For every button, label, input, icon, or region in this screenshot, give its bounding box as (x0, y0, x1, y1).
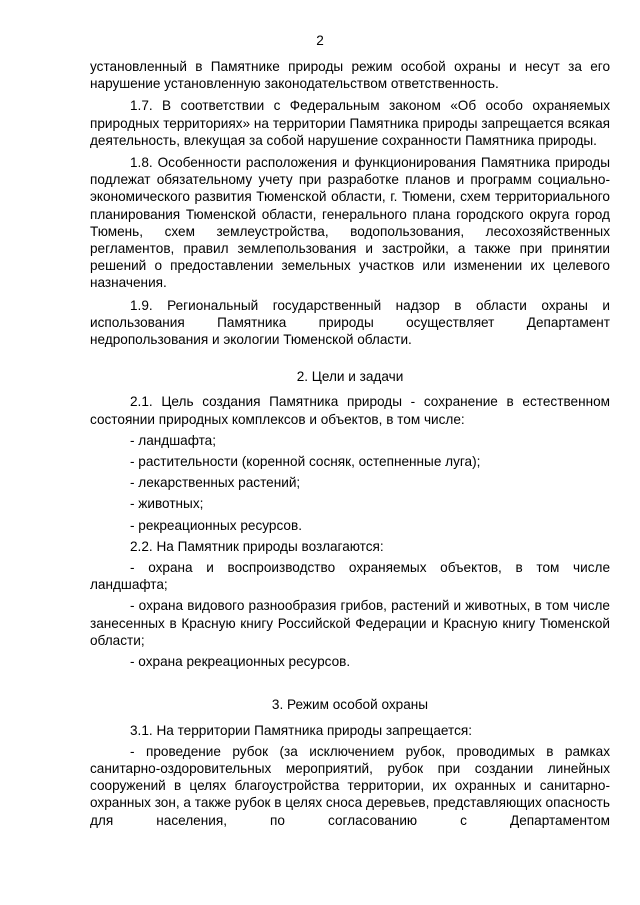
intro-paragraph: установленный в Памятнике природы режим особой охраны и несут за его нарушение установленную законодательством ответственность. (90, 59, 610, 92)
paragraph-3-1: 3.1. На территории Памятника природы запрещается: (130, 722, 473, 738)
list-item: - рекреационных ресурсов. (130, 517, 302, 533)
list-item: - ландшафта; (130, 432, 216, 448)
paragraph-1-9: 1.9. Региональный государственный надзор в области охраны и использования Памятника природы осуществляет Департамент недропользования и экологии Тюменской области. (90, 297, 610, 348)
list-item: - охрана и воспроизводство охраняемых объектов, в том числе ландшафта; (90, 560, 610, 593)
document-body (90, 58, 610, 829)
list-item: - проведение рубок (за исключением рубок, проводимых в рамках санитарно-оздоровительных мероприятий, рубок при создании линейных сооружений в целях благоустройства территории, их охранных и санитарно-охранных зон, а также рубок в целях сноса деревьев, представляющих опасность для населения, по согласованию с Департаментом (90, 743, 610, 828)
list-item: - охрана рекреационных ресурсов. (130, 654, 351, 670)
list-item: - растительности (коренной сосняк, остепненные луга); (130, 454, 481, 470)
paragraph-1-8: 1.8. Особенности расположения и функционирования Памятника природы подлежат обязательному учету при разработке планов и программ социально-экономического развития Тюменской области, г. Тюмени, схем территориального планирования Тюменской области, генерального плана городского округа город Тюмень, схем землеустройства, водопользования, лесохозяйственных регламентов, правил землепользования и застройки, а также при принятии решений о предоставлении земельных участков или изменении их целевого назначения. (90, 155, 610, 291)
paragraph-2-2: 2.2. На Памятник природы возлагаются: (130, 538, 384, 554)
section-3-heading: 3. Режим особой охраны (271, 697, 429, 713)
list-item: - животных; (130, 496, 204, 512)
page-number: 2 (316, 33, 324, 48)
section-2-heading: 2. Цели и задачи (296, 369, 404, 385)
list-item: - охрана видового разнообразия грибов, растений и животных, в том числе занесенных в Красную книгу Российской Федерации и Красную книгу Тюменской области; (90, 598, 610, 648)
paragraph-2-1: 2.1. Цель создания Памятника природы - сохранение в естественном состоянии природных комплексов и объектов, в том числе: (90, 394, 610, 427)
paragraph-1-7: 1.7. В соответствии с Федеральным законом «Об особо охраняемых природных территориях» на территории Памятника природы запрещается всякая деятельность, влекущая за собой нарушение сохранности Памятника природы. (90, 98, 610, 148)
list-item: - лекарственных растений; (130, 475, 301, 491)
